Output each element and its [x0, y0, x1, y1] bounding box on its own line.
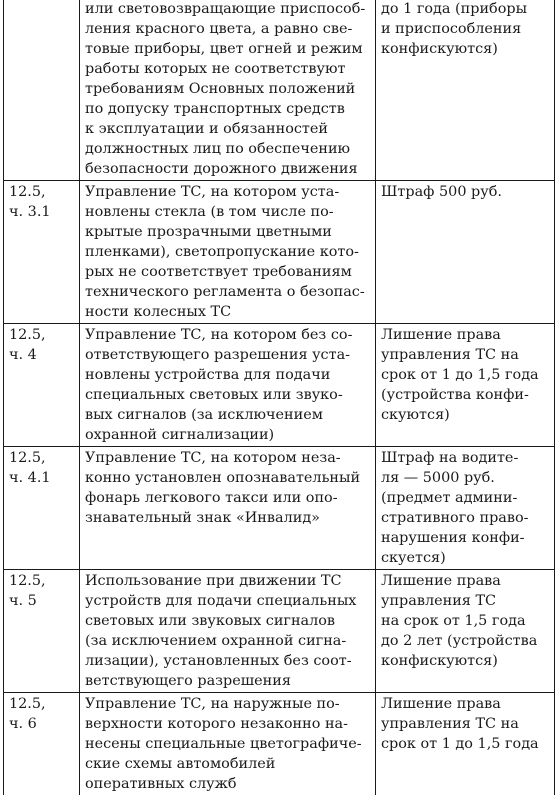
article-cell [4, 693, 80, 796]
penalty-text-line: управления ТС [381, 593, 497, 609]
description-text-line: лизации), установленных без соот- [85, 653, 352, 669]
article-text-line: ч. 3.1 [9, 204, 51, 220]
description-cell [80, 324, 376, 447]
penalty-text-line: до 1 года (приборы [381, 1, 528, 17]
article-text-line: ч. 5 [9, 593, 37, 609]
description-text-line: ские схемы автомобилей [85, 756, 276, 772]
penalty-text-line: Лишение права [381, 327, 501, 343]
article-cell [4, 447, 80, 570]
description-text-line: или световозвращающие приспособ- [85, 1, 366, 17]
article-text-line: 12.5, [9, 573, 46, 589]
article-text-line: ч. 4 [9, 347, 37, 363]
description-cell [80, 693, 376, 796]
description-text-line: ответствующего разрешения уста- [85, 347, 351, 363]
description-cell [80, 570, 376, 693]
penalty-text-line: управления ТС на [381, 716, 519, 732]
penalty-text-line: (предмет админи- [381, 490, 518, 506]
description-text-line: верхности которого незаконно на- [85, 716, 348, 732]
description-cell [80, 447, 376, 570]
penalty-cell [376, 0, 555, 181]
description-text-line: ности колесных ТС [85, 304, 232, 320]
description-text-line: Управление ТС, на котором уста- [85, 184, 340, 200]
penalty-text-line: скуются) [381, 407, 450, 423]
penalty-cell [376, 693, 555, 796]
penalty-text-line: Лишение права [381, 696, 501, 712]
penalty-text-line: управления ТС на [381, 347, 519, 363]
description-text-line: пленками), светопропускание кото- [85, 244, 359, 260]
description-text-line: знавательный знак «Инвалид» [85, 510, 320, 526]
article-text-line: 12.5, [9, 696, 46, 712]
article-cell [4, 570, 80, 693]
description-text-line: Использование при движении ТС [85, 573, 342, 589]
table-row [4, 570, 555, 693]
description-cell [80, 0, 376, 181]
description-text-line: устройств для подачи специальных [85, 593, 357, 609]
violations-table [3, 0, 555, 795]
article-text-line: 12.5, [9, 450, 46, 466]
article-cell [4, 0, 80, 181]
penalty-text-line: ля — 5000 руб. [381, 470, 495, 486]
description-text-line: новлены устройства для подачи [85, 367, 331, 383]
description-text-line: световых или звуковых сигналов [85, 613, 336, 629]
penalty-text-line: нарушения конфи- [381, 530, 525, 546]
article-text-line: 12.5, [9, 184, 46, 200]
description-text-line: товые приборы, цвет огней и режим [85, 41, 363, 57]
penalty-text-line: (устройства конфи- [381, 387, 529, 403]
penalty-cell [376, 324, 555, 447]
violations-table-body [4, 0, 555, 795]
penalty-text-line: Штраф на водите- [381, 450, 519, 466]
table-row [4, 181, 555, 324]
penalty-text-line: Лишение права [381, 573, 501, 589]
table-row [4, 447, 555, 570]
penalty-text-line: срок от 1 до 1,5 года [381, 736, 539, 752]
description-text-line: Управление ТС, на наружные по- [85, 696, 340, 712]
description-text-line: работы которых не соответствуют [85, 61, 346, 77]
article-cell [4, 324, 80, 447]
penalty-text-line: на срок от 1,5 года [381, 613, 526, 629]
penalty-text-line: срок от 1 до 1,5 года [381, 367, 539, 383]
description-text-line: несены специальные цветографиче- [85, 736, 362, 752]
description-text-line: оперативных служб [85, 776, 237, 792]
description-text-line: (за исключением охранной сигна- [85, 633, 347, 649]
description-cell [80, 181, 376, 324]
article-text-line: 12.5, [9, 327, 46, 343]
penalty-cell [376, 181, 555, 324]
penalty-text-line: до 2 лет (устройства [381, 633, 538, 649]
description-text-line: фонарь легкового такси или опо- [85, 490, 338, 506]
penalty-text-line: конфискуются) [381, 41, 498, 57]
description-text-line: конно установлен опознавательный [85, 470, 361, 486]
article-text-line: ч. 6 [9, 716, 37, 732]
table-row [4, 0, 555, 181]
description-text-line: технического регламента о безопас- [85, 284, 365, 300]
penalty-text-line: Штраф 500 руб. [381, 184, 502, 200]
article-text-line: ч. 4.1 [9, 470, 51, 486]
description-text-line: Управление ТС, на котором без со- [85, 327, 353, 343]
penalty-text-line: скуется) [381, 550, 446, 566]
description-text-line: специальных световых или звуко- [85, 387, 343, 403]
description-text-line: Управление ТС, на котором неза- [85, 450, 341, 466]
article-cell [4, 181, 80, 324]
penalty-text-line: стративного право- [381, 510, 529, 526]
description-text-line: рых не соответствует требованиям [85, 264, 352, 280]
description-text-line: ления красного цвета, а равно све- [85, 21, 353, 37]
description-text-line: ветствующего разрешения [85, 673, 291, 689]
penalty-text-line: и приспособления [381, 21, 522, 37]
description-text-line: должностных лиц по обеспечению [85, 141, 351, 157]
table-row [4, 324, 555, 447]
penalty-cell [376, 447, 555, 570]
penalty-cell [376, 570, 555, 693]
description-text-line: к эксплуатации и обязанностей [85, 121, 328, 137]
description-text-line: крытые прозрачными цветными [85, 224, 332, 240]
penalty-text-line: конфискуются) [381, 653, 498, 669]
table-row [4, 693, 555, 796]
description-text-line: охранной сигнализации) [85, 427, 275, 443]
description-text-line: по допуску транспортных средств [85, 101, 345, 117]
description-text-line: новлены стекла (в том числе по- [85, 204, 334, 220]
description-text-line: вых сигналов (за исключением [85, 407, 323, 423]
description-text-line: безопасности дорожного движения [85, 161, 358, 177]
description-text-line: требованиям Основных положений [85, 81, 356, 97]
